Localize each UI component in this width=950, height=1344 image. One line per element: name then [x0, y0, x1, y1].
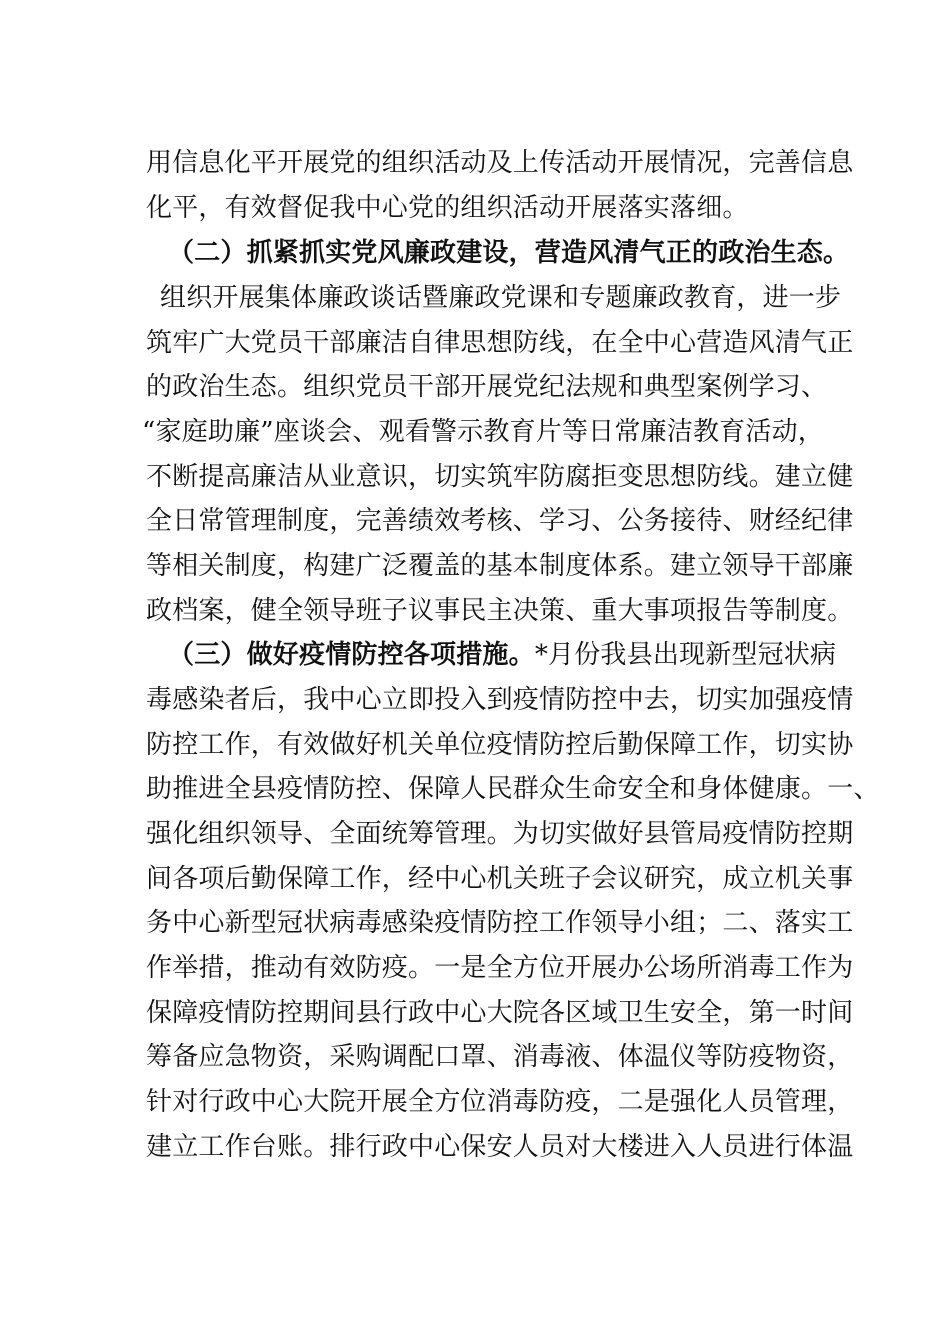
- section-heading: （二）抓紧抓实党风廉政建设，营造风清气正的政治生态。: [168, 238, 850, 268]
- text-line: 化平，有效督促我中心党的组织活动开展落实落细。: [146, 193, 749, 223]
- text-line: 政档案，健全领导班子议事民主决策、重大事项报告等制度。: [146, 596, 854, 626]
- text-line: 间各项后勤保障工作，经中心机关班子会议研究，成立机关事: [146, 864, 854, 894]
- text-line: “家庭助廉”座谈会、观看警示教育片等日常廉洁教育活动，: [142, 417, 824, 447]
- text-line: 强化组织领导、全面统筹管理。为切实做好县管局疫情防控期: [146, 819, 854, 849]
- text-line: 筹备应急物资，采购调配口罩、消毒液、体温仪等防疫物资，: [146, 1042, 854, 1072]
- text-line: 筑牢广大党员干部廉洁自律思想防线，在全中心营造风清气正: [146, 328, 854, 358]
- text-line: 的政治生态。组织党员干部开展党纪法规和典型案例学习、: [146, 372, 828, 402]
- section-heading-continuation: *月份我县出现新型冠状病: [534, 640, 837, 670]
- text-line: 组织开展集体廉政谈话暨廉政党课和专题廉政教育，进一步: [160, 283, 842, 313]
- text-line: 助推进全县疫情防控、保障人民群众生命安全和身体健康。一、: [146, 774, 880, 804]
- text-line: 等相关制度，构建广泛覆盖的基本制度体系。建立领导干部廉: [146, 551, 854, 581]
- text-line: 防控工作，有效做好机关单位疫情防控后勤保障工作，切实协: [146, 730, 854, 760]
- section-heading: （三）做好疫情防控各项措施。: [168, 640, 535, 670]
- section-heading-line: [168, 635, 836, 675]
- text-line: 毒感染者后，我中心立即投入到疫情防控中去，切实加强疫情: [146, 685, 854, 715]
- text-line: 用信息化平开展党的组织活动及上传活动开展情况，完善信息: [146, 148, 854, 178]
- text-line: 不断提高廉洁从业意识，切实筑牢防腐拒变思想防线。建立健: [146, 462, 854, 492]
- text-line: 务中心新型冠状病毒感染疫情防控工作领导小组；二、落实工: [146, 908, 854, 938]
- text-line: 建立工作台账。排行政中心保安人员对大楼进入人员进行体温: [146, 1132, 854, 1162]
- text-line: 作举措，推动有效防疫。一是全方位开展办公场所消毒工作为: [146, 953, 854, 983]
- text-line: 全日常管理制度，完善绩效考核、学习、公务接待、财经纪律: [146, 506, 854, 536]
- text-line: 针对行政中心大院开展全方位消毒防疫，二是强化人员管理，: [146, 1087, 854, 1117]
- text-line: 保障疫情防控期间县行政中心大院各区域卫生安全，第一时间: [146, 998, 854, 1028]
